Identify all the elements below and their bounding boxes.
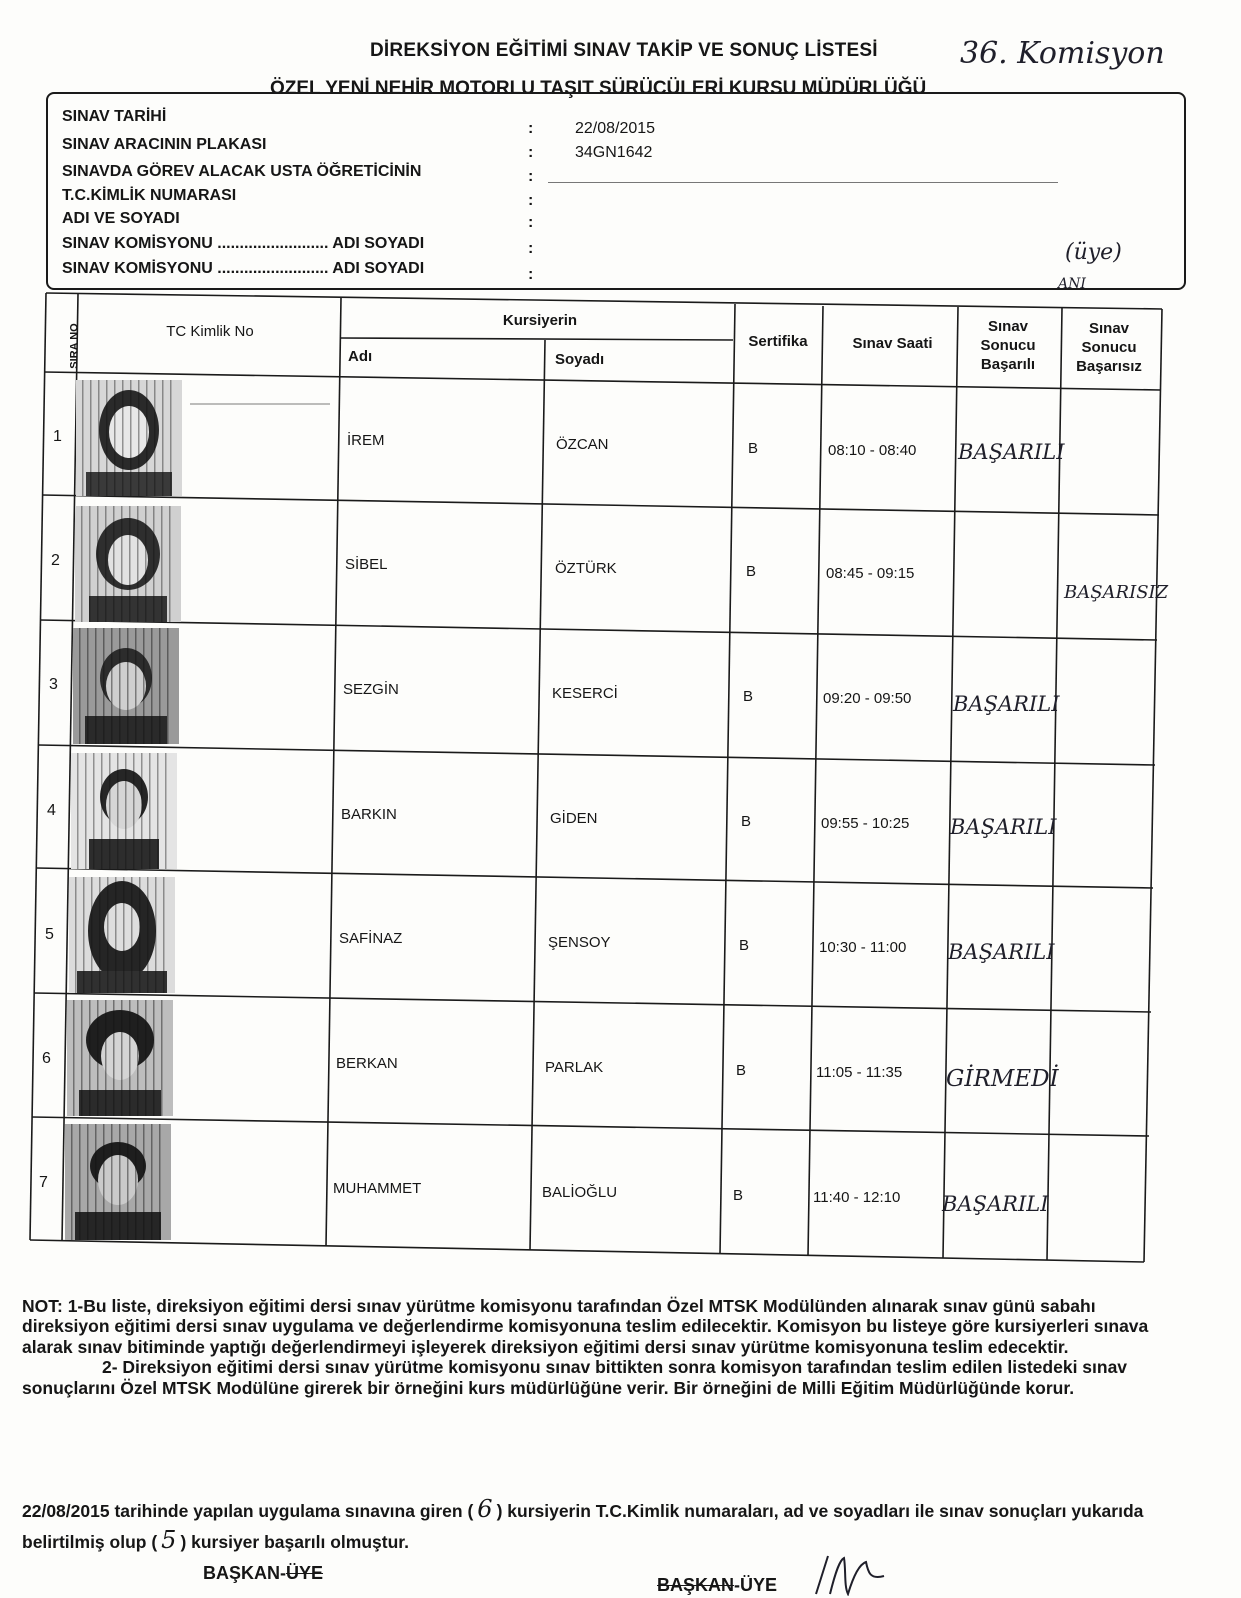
exam-time: 08:45 - 09:15: [826, 565, 915, 582]
result-pass: BAŞARILI: [942, 1192, 1049, 1216]
certificate-class: B: [743, 688, 754, 705]
signature-right-struck: BAŞKAN: [657, 1575, 735, 1595]
student-first-name: MUHAMMET: [333, 1180, 422, 1197]
signature-left-struck: ÜYE: [286, 1563, 324, 1583]
signature-right-title: [657, 1575, 777, 1596]
footnotes: [22, 1296, 1182, 1398]
info-value-date: 22/08/2015: [575, 120, 656, 137]
handwritten-corner-note: 36. Komisyon: [960, 36, 1165, 71]
student-last-name: ÖZTÜRK: [555, 560, 617, 577]
summary-statement: [22, 1494, 1202, 1556]
student-photo: [67, 1000, 173, 1116]
info-label-commission-2: SINAV KOMİSYONU ......................... ADI SOYADI: [62, 260, 425, 277]
info-value-plate: 34GN1642: [575, 144, 653, 161]
handwritten-count-passed: 5: [161, 1526, 177, 1555]
student-photo: [71, 753, 177, 869]
result-pass: BAŞARILI: [953, 692, 1060, 716]
info-colon: :: [528, 192, 534, 209]
student-last-name: BALİOĞLU: [542, 1184, 618, 1201]
info-colon: :: [528, 266, 534, 283]
result-fail: BAŞARISIZ: [1064, 582, 1169, 603]
student-first-name: BERKAN: [336, 1055, 398, 1072]
info-colon: :: [528, 120, 534, 137]
certificate-class: B: [733, 1187, 744, 1204]
signature-left-title: [203, 1563, 323, 1584]
signature-scribble-icon: [810, 1550, 900, 1596]
header-adi: Adı: [348, 348, 373, 365]
signature-right-role: -ÜYE: [734, 1575, 778, 1595]
info-label-plate: SINAV ARACININ PLAKASI: [62, 136, 267, 153]
handwritten-uye-note: (üye): [1065, 240, 1122, 265]
info-label-date: SINAV TARİHİ: [62, 108, 167, 125]
certificate-class: B: [739, 937, 750, 954]
row-number: 5: [45, 926, 54, 943]
info-colon: :: [528, 240, 534, 257]
note-2: 2- Direksiyon eğitimi dersi sınav yürütme komisyonu sınav bittikten sonra komisyon tarafından teslim edilen listedeki sınav sonuçlarını Özel MTSK Modülüne girerek bir örneğini kurs müdürlüğüne verir. Bir örneğini de Milli Eğitim Müdürlüğünde korur.: [22, 1357, 1128, 1398]
header-result-pass: Sınav Sonucu Başarılı: [980, 318, 1036, 373]
info-label-name: ADI VE SOYADI: [62, 210, 180, 227]
result-pass: BAŞARILI: [958, 440, 1065, 464]
row-number: 6: [42, 1050, 51, 1067]
header-sinav-saati: Sınav Saati: [852, 335, 933, 352]
summary-text-1: 22/08/2015 tarihinde yapılan uygulama sınavına giren (: [22, 1501, 474, 1521]
exam-time: 10:30 - 11:00: [819, 939, 907, 956]
header-soyadi: Soyadı: [555, 351, 605, 368]
info-colon: :: [528, 144, 534, 161]
row-number: 4: [47, 802, 56, 819]
student-last-name: KESERCİ: [552, 685, 618, 702]
certificate-class: B: [736, 1062, 747, 1079]
info-colon: :: [528, 168, 534, 185]
page-title: DİREKSİYON EĞİTİMİ SINAV TAKİP VE SONUÇ LİSTESİ: [370, 40, 878, 61]
student-photo: [73, 628, 179, 744]
header-sertifika: Sertifika: [748, 333, 808, 350]
student-first-name: SEZGİN: [343, 681, 399, 698]
student-photo: [69, 877, 175, 993]
info-label-tc: T.C.KİMLİK NUMARASI: [62, 187, 237, 204]
student-photo: [65, 1124, 171, 1240]
student-photo: [76, 380, 182, 496]
info-colon: :: [528, 214, 534, 231]
student-last-name: GİDEN: [550, 810, 598, 827]
student-first-name: SİBEL: [345, 556, 388, 573]
student-first-name: BARKIN: [341, 806, 397, 823]
student-last-name: ŞENSOY: [548, 934, 611, 951]
header-result-fail: Sınav Sonucu Başarısız: [1076, 320, 1142, 375]
certificate-class: B: [741, 813, 752, 830]
header-sira-no: SIRA NO: [68, 323, 81, 369]
row-number: 3: [49, 676, 58, 693]
handwritten-count-entered: 6: [477, 1495, 493, 1523]
header-tc-kimlik: TC Kimlik No: [166, 323, 254, 340]
result-pass: GİRMEDİ: [946, 1066, 1059, 1092]
info-label-instructor: SINAVDA GÖREV ALACAK USTA ÖĞRETİCİNİN: [62, 163, 422, 180]
result-pass: BAŞARILI: [950, 815, 1057, 839]
certificate-class: B: [746, 563, 757, 580]
result-pass: BAŞARILI: [948, 940, 1055, 964]
note-1: NOT: 1-Bu liste, direksiyon eğitimi dersi sınav yürütme komisyonu tarafından Özel MTSK Modülünden alınarak sınav günü sabahı direksiyon eğitimi dersi sınav uygulama ve değerlendirme komisyonuna teslim edilecektir. Komisyon bu listeye göre kursiyerleri sınava alarak sınav bitiminde yaptığı değerlendirmeyi işleyerek direksiyon eğitimi dersi sınav yürütme komisyonuna teslim edecektir.: [22, 1296, 1149, 1357]
summary-text-2: ) kursiyerin T.C.Kimlik numaraları, ad ve soyadları ile sınav sonuçları yukarıda belirtilmiş olup (: [22, 1501, 1144, 1553]
student-first-name: SAFİNAZ: [339, 930, 403, 947]
row-number: 7: [39, 1174, 48, 1191]
exam-time: 08:10 - 08:40: [828, 442, 917, 459]
page-subtitle: ÖZEL YENİ NEHİR MOTORLU TAŞIT SÜRÜCÜLERİ KURSU MÜDÜRLÜĞÜ: [270, 78, 927, 99]
row-number: 1: [53, 428, 62, 445]
exam-time: 11:40 - 12:10: [813, 1189, 901, 1206]
handwritten-ani-note: ANI: [1058, 276, 1086, 292]
header-kursiyerin: Kursiyerin: [502, 312, 578, 329]
exam-time: 11:05 - 11:35: [816, 1064, 903, 1081]
info-label-commission-1: SINAV KOMİSYONU ......................... ADI SOYADI: [62, 235, 425, 252]
exam-time: 09:20 - 09:50: [823, 690, 912, 707]
exam-time: 09:55 - 10:25: [821, 815, 910, 832]
row-number: 2: [51, 552, 60, 569]
student-last-name: PARLAK: [545, 1059, 604, 1076]
student-last-name: ÖZCAN: [556, 436, 609, 453]
signature-left-role: BAŞKAN-: [203, 1563, 286, 1583]
student-photo: [75, 506, 181, 622]
student-first-name: İREM: [347, 432, 385, 449]
summary-text-3: ) kursiyer başarılı olmuştur.: [180, 1532, 409, 1553]
certificate-class: B: [748, 440, 759, 457]
